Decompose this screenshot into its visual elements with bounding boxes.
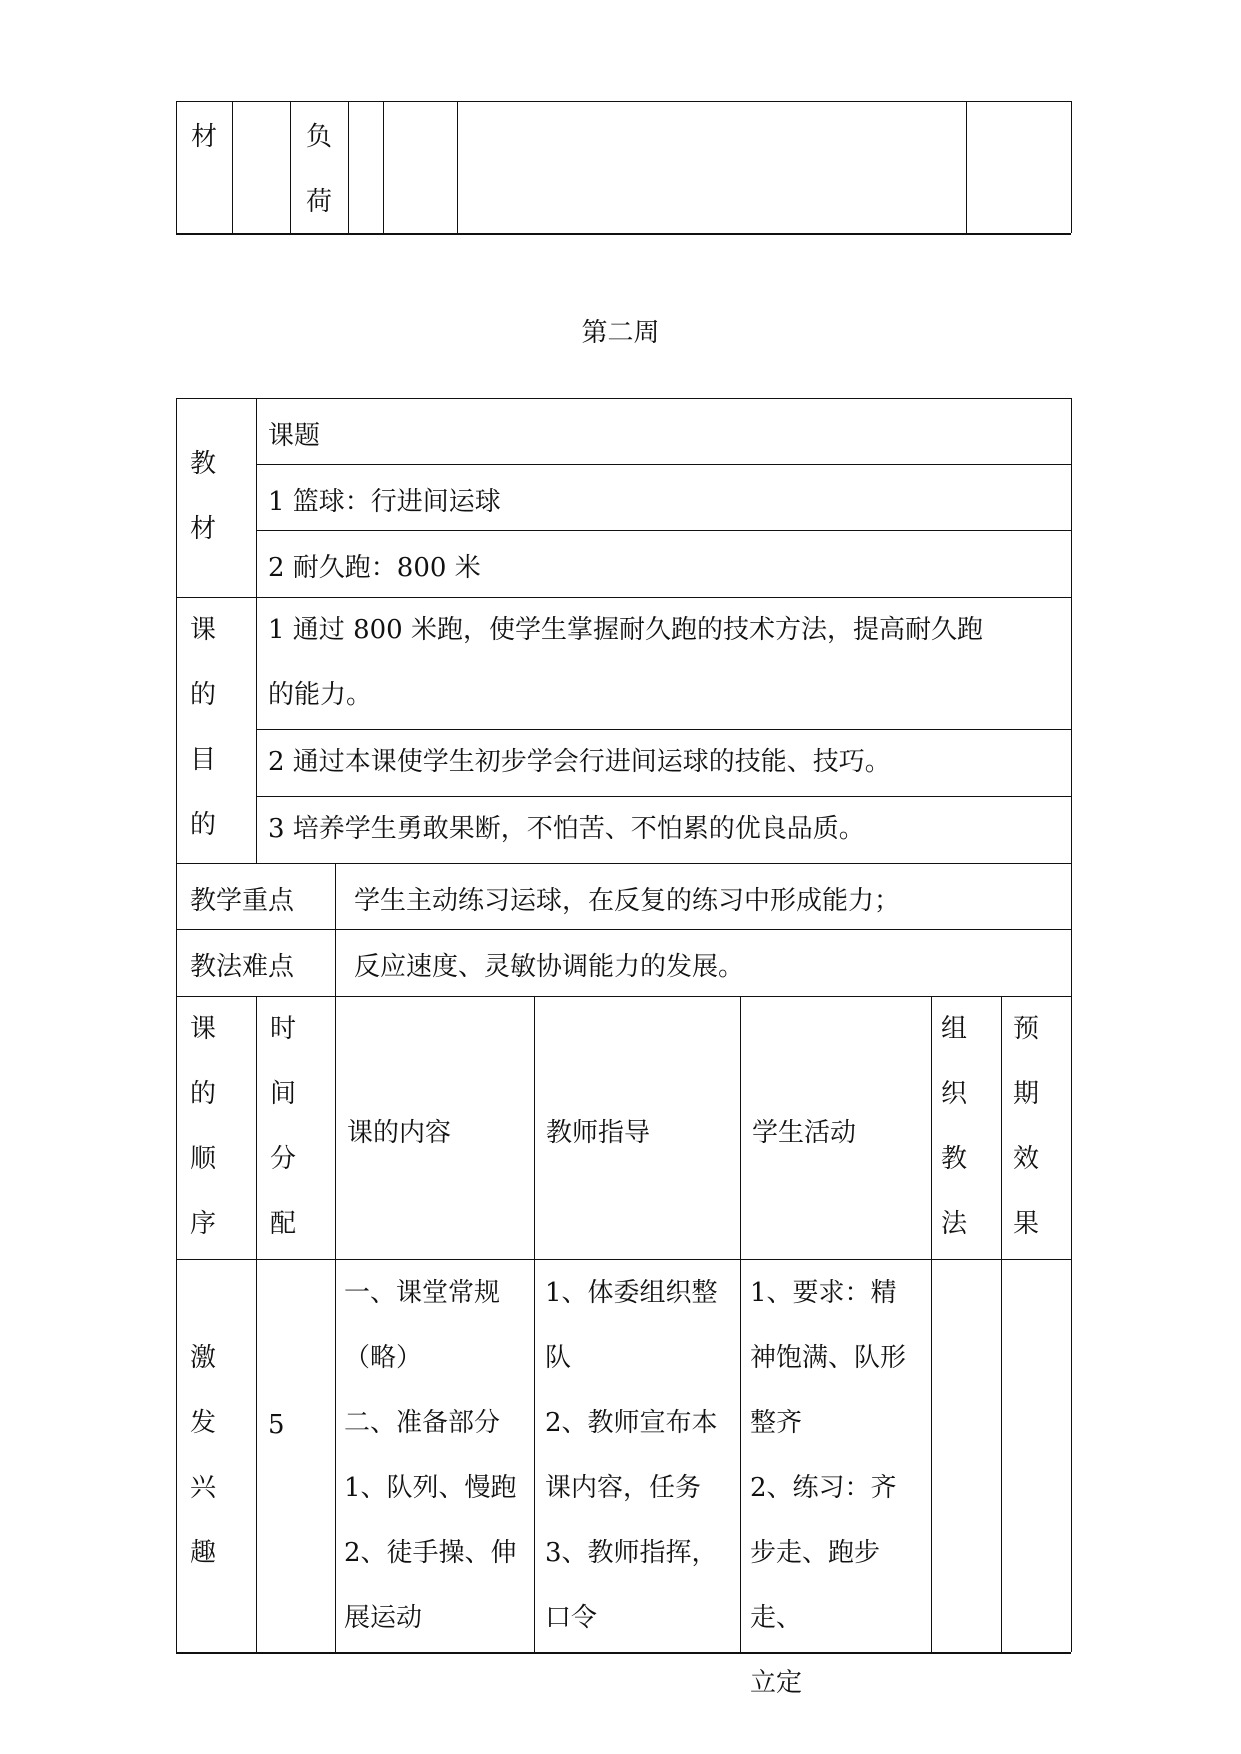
table-border (256, 464, 1071, 465)
header-lesson-content: 课的内容 (347, 1118, 452, 1148)
table-border (176, 863, 1071, 864)
goal-2: 2 通过本课使学生初步学会行进间运球的技能、技巧。 (268, 747, 891, 777)
table-border (740, 996, 741, 1652)
difficulty-value: 反应速度、灵敏协调能力的发展。 (354, 952, 745, 982)
row-stage: 激 发 兴 趣 (190, 1343, 217, 1568)
row-student-activity: 1、要求：精 神饱满、队形 整齐 2、练习：齐 步走、跑步走、 立定 (750, 1278, 907, 1698)
goal-1: 1 通过 800 米跑，使学生掌握耐久跑的技术方法，提高耐久跑 的能力。 (268, 615, 983, 710)
header-time-allocation: 时 间 分 配 (270, 1014, 297, 1239)
table-border (176, 1652, 1071, 1654)
table-border (335, 863, 336, 996)
header-student-activity: 学生活动 (752, 1118, 857, 1148)
row-time: 5 (268, 1410, 285, 1440)
header-teacher-guidance: 教师指导 (546, 1118, 651, 1148)
table-border (348, 101, 349, 233)
header-lesson-order: 课 的 顺 序 (190, 1014, 217, 1239)
table-border (176, 101, 1071, 102)
table-border (383, 101, 384, 233)
table-border (176, 398, 1071, 399)
difficulty-label: 教法难点 (190, 952, 295, 982)
fragment-cell-material: 材 (190, 122, 217, 152)
key-point-label: 教学重点 (190, 886, 295, 916)
row-content: 一、课堂常规 （略） 二、准备部分 1、队列、慢跑 2、徒手操、伸 展运动 (344, 1278, 517, 1633)
header-expected-effect: 预 期 效 果 (1013, 1014, 1040, 1239)
week-title: 第二周 (581, 318, 660, 348)
row-teacher-guidance: 1、体委组织整 队 2、教师宣布本 课内容，任务 3、教师指挥， 口令 (545, 1278, 718, 1633)
material-label: 教 材 (190, 449, 217, 544)
fragment-cell-load: 负 荷 (305, 122, 332, 217)
table-border (1071, 101, 1072, 233)
table-border (966, 101, 967, 233)
table-border (176, 1259, 1071, 1260)
material-row-topic: 课题 (268, 421, 321, 451)
key-point-value: 学生主动练习运球，在反复的练习中形成能力； (354, 886, 901, 916)
table-border (256, 530, 1071, 531)
table-border (232, 101, 233, 233)
table-border (457, 101, 458, 233)
header-organization-method: 组 织 教 法 (941, 1014, 968, 1239)
table-border (256, 398, 257, 863)
goal-3: 3 培养学生勇敢果断，不怕苦、不怕累的优良品质。 (268, 814, 865, 844)
table-border (534, 996, 535, 1652)
table-border (335, 996, 336, 1652)
goals-label: 课 的 目 的 (190, 615, 217, 840)
table-border (1071, 398, 1072, 1652)
table-border (176, 929, 1071, 930)
material-row-endurance: 2 耐久跑：800 米 (268, 553, 481, 583)
material-row-basketball: 1 篮球：行进间运球 (268, 487, 501, 517)
